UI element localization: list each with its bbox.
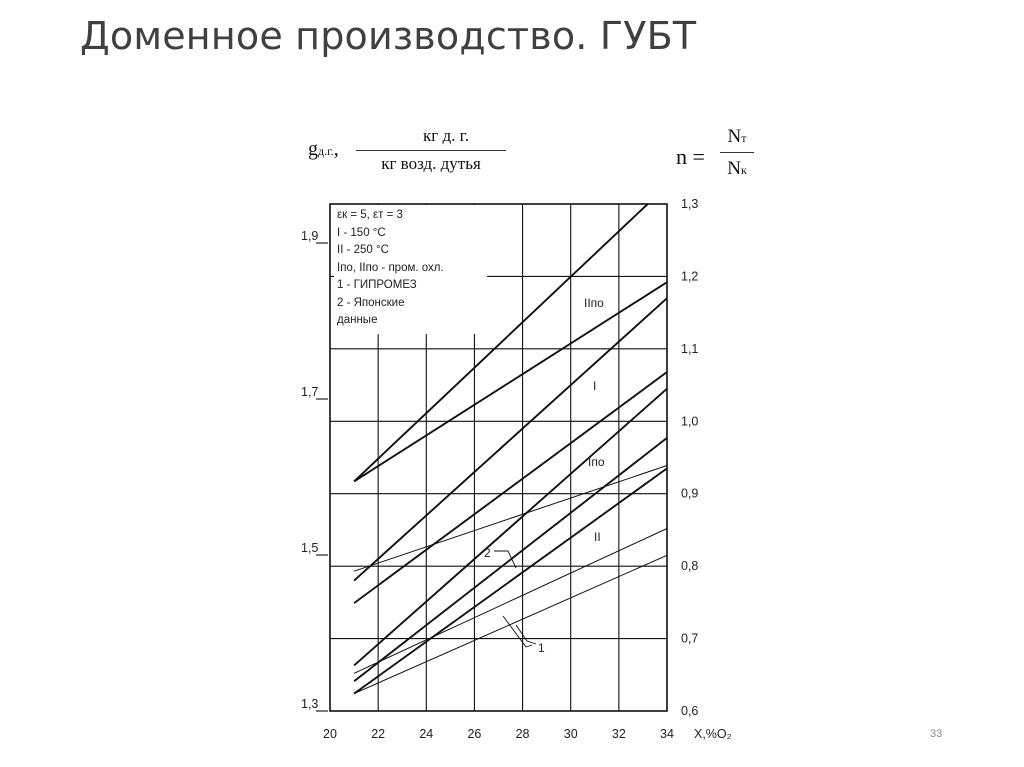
curve-label: I bbox=[593, 379, 597, 393]
right-tick-label: 1,0 bbox=[681, 414, 699, 429]
curve-label: 1 bbox=[538, 641, 545, 655]
legend-entry: данные bbox=[337, 314, 378, 326]
right-tick-label: 1,1 bbox=[681, 341, 699, 356]
ratio-lhs: n = bbox=[676, 144, 705, 169]
ratio-numerator: Nт bbox=[727, 126, 747, 147]
formula-numerator: кг д. г. bbox=[423, 126, 469, 145]
curve-label: 2 bbox=[484, 546, 491, 560]
slide-title: Доменное производство. ГУБТ bbox=[80, 14, 697, 58]
leader-line bbox=[516, 625, 536, 644]
legend-entry: εк = 5, εт = 3 bbox=[337, 209, 403, 221]
leader-line bbox=[503, 616, 532, 647]
right-tick-label: 0,8 bbox=[681, 559, 699, 574]
series-line bbox=[354, 298, 667, 580]
leader-line bbox=[494, 551, 516, 568]
curve-label: Iпо bbox=[588, 455, 605, 469]
series-line bbox=[354, 389, 667, 666]
left-tick-label: 1,3 bbox=[301, 697, 319, 711]
legend-entry: Iпо, IIпо - пром. охл. bbox=[337, 261, 444, 274]
legend-entry: 1 - ГИПРОМЕЗ bbox=[337, 279, 417, 291]
series-line bbox=[354, 372, 667, 603]
ratio-denominator: Nк bbox=[727, 158, 747, 179]
legend-entry: I - 150 °C bbox=[337, 226, 386, 239]
formula-symbol: gд.г., bbox=[308, 138, 339, 160]
page-number: 33 bbox=[930, 728, 943, 740]
x-tick-label: 28 bbox=[515, 727, 530, 741]
formula-denominator: кг возд. дутья bbox=[381, 154, 481, 173]
series-line bbox=[354, 468, 667, 693]
x-tick-label: 24 bbox=[419, 727, 434, 741]
right-tick-label: 1,3 bbox=[681, 197, 699, 211]
curve-label: II bbox=[594, 530, 601, 544]
chart-legend bbox=[334, 205, 487, 334]
series-line bbox=[354, 438, 667, 681]
right-tick-label: 1,2 bbox=[681, 269, 699, 284]
right-tick-label: 0,6 bbox=[681, 704, 699, 718]
x-tick-label: 34 bbox=[660, 727, 674, 741]
curve-label: IIпо bbox=[584, 296, 604, 310]
legend-entry: II - 250 °C bbox=[337, 244, 389, 256]
x-tick-label: 30 bbox=[563, 727, 578, 741]
series-line bbox=[354, 529, 667, 674]
x-tick-label: 32 bbox=[611, 727, 626, 741]
right-tick-label: 0,7 bbox=[681, 631, 699, 646]
left-tick-label: 1,9 bbox=[301, 229, 319, 243]
chart-annotations bbox=[484, 296, 605, 655]
right-tick-label: 0,9 bbox=[681, 486, 699, 501]
left-tick-label: 1,5 bbox=[301, 541, 319, 555]
x-tick-label: 22 bbox=[371, 727, 386, 741]
x-axis-label: X,%O₂ bbox=[694, 727, 732, 741]
legend-entry: 2 - Японские bbox=[337, 296, 405, 309]
left-tick-label: 1,7 bbox=[301, 385, 319, 399]
series-line bbox=[354, 466, 667, 572]
x-tick-label: 26 bbox=[467, 727, 482, 741]
x-tick-label: 20 bbox=[323, 727, 337, 741]
